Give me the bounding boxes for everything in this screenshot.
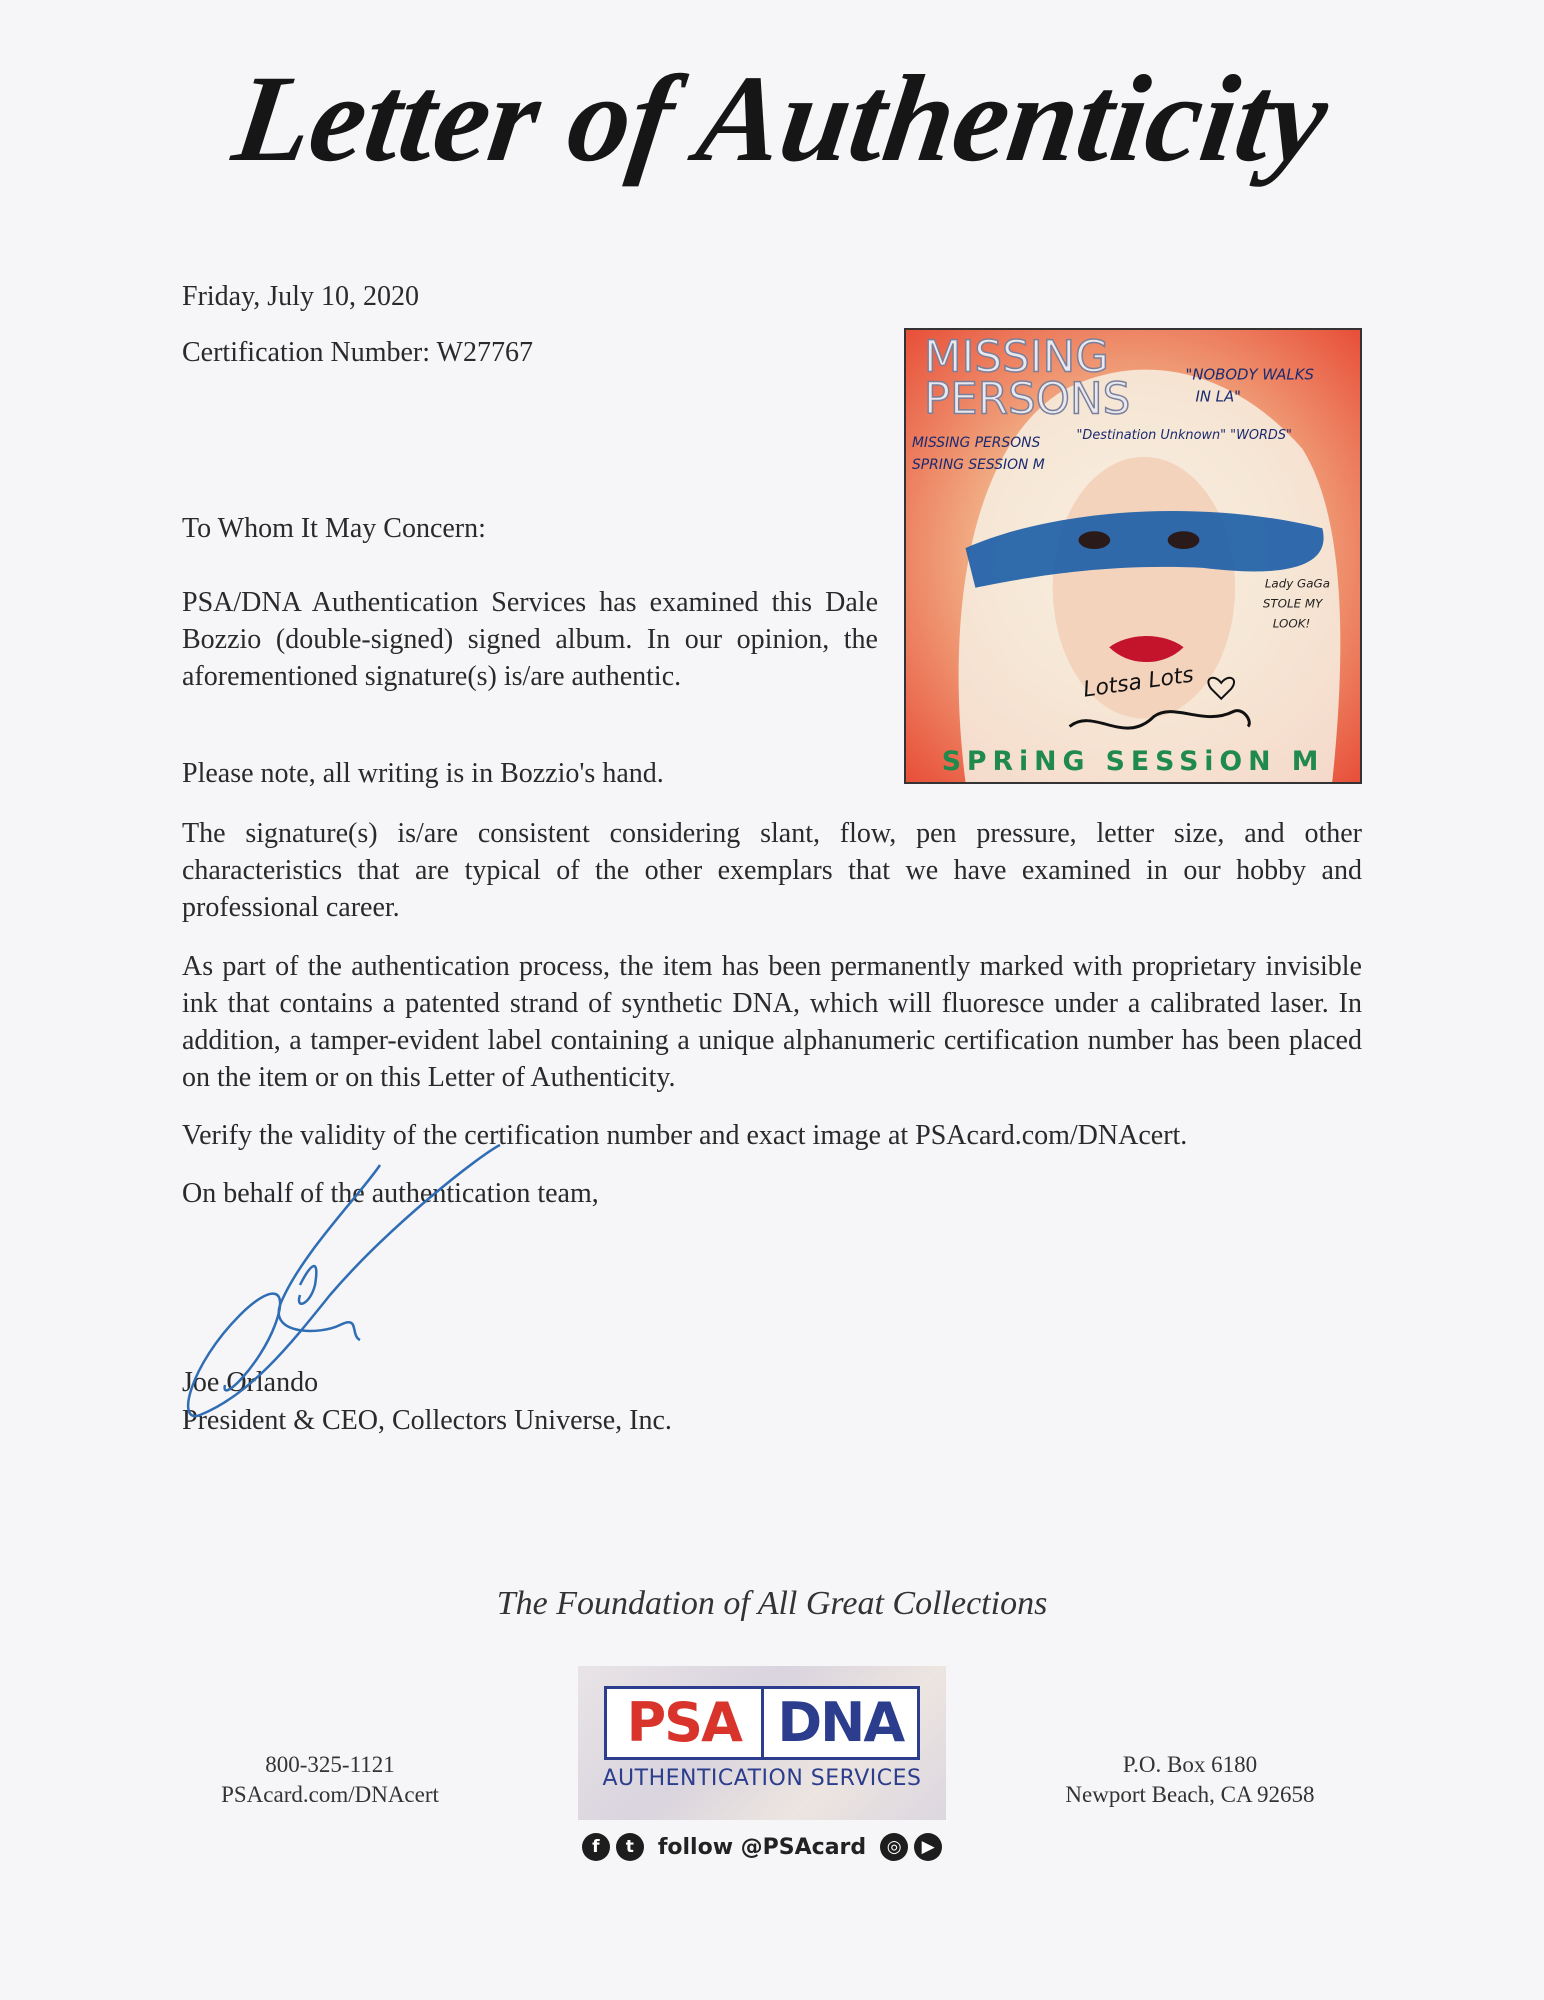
signer-name: Joe Orlando — [182, 1367, 319, 1398]
note1-line2: IN LA" — [1195, 387, 1241, 406]
logo-subtitle: AUTHENTICATION SERVICES — [602, 1766, 922, 1791]
note5: Lotsa Lots — [1081, 662, 1196, 703]
logo-dna: DNA — [761, 1689, 918, 1757]
paragraph-verify: Verify the validity of the certification number and exact image at PSAcard.com/DNAcert. — [182, 1120, 1188, 1151]
footer-phone: 800-325-1121 — [265, 1752, 395, 1777]
footer-city: Newport Beach, CA 92658 — [1065, 1782, 1315, 1807]
letter-date: Friday, July 10, 2020 — [182, 281, 419, 312]
certification-number: Certification Number: W27767 — [182, 337, 533, 368]
footer-po-box: P.O. Box 6180 — [1122, 1752, 1258, 1777]
twitter-icon[interactable]: t — [616, 1833, 644, 1861]
note1-line1: "NOBODY WALKS — [1185, 365, 1314, 384]
follow-handle[interactable]: follow @PSAcard — [657, 1834, 867, 1860]
tagline: The Foundation of All Great Collections — [496, 1585, 1048, 1622]
youtube-icon[interactable]: ▶ — [914, 1833, 942, 1861]
note3-line2: SPRING SESSION M — [911, 456, 1045, 473]
right-eye — [1168, 531, 1200, 549]
album-title: SPRiNG SESSiON M — [941, 746, 1325, 778]
logo-psa: PSA — [626, 1691, 741, 1754]
note4-line1: Lady GaGa — [1264, 576, 1331, 591]
letter-title — [0, 40, 1544, 230]
note4-line3: LOOK! — [1272, 616, 1311, 631]
note2: "Destination Unknown" "WORDS" — [1076, 428, 1292, 444]
facebook-icon[interactable]: f — [582, 1833, 610, 1861]
footer-address — [1040, 1750, 1340, 1810]
salutation: To Whom It May Concern: — [182, 513, 486, 544]
social-follow — [578, 1830, 946, 1864]
left-eye — [1078, 531, 1110, 549]
band-line2: PERSONS — [923, 374, 1131, 425]
note4-line2: STOLE MY — [1262, 596, 1323, 611]
footer-website: PSAcard.com/DNAcert — [221, 1782, 439, 1807]
psa-dna-logo — [578, 1666, 946, 1820]
album-photo — [904, 328, 1362, 784]
paragraph-process: As part of the authentication process, the item has been permanently marked with proprietary invisible ink that contains a patented strand of synthetic DNA, which will fluoresce under a calibrated laser. In addition, a tamper-evident label containing a unique alphanumeric certification number has been placed on the item or on this Letter of Authenticity. — [182, 951, 1362, 1093]
paragraph-consistency: The signature(s) is/are consistent considering slant, flow, pen pressure, letter size, and other characteristics that are typical of the other exemplars that we have examined in our hobby and professional career. — [182, 818, 1362, 923]
signer-title: President & CEO, Collectors Universe, Inc. — [182, 1405, 672, 1436]
band-line1: MISSING — [923, 332, 1109, 383]
paragraph-note: Please note, all writing is in Bozzio's hand. — [182, 758, 664, 789]
closing-line: On behalf of the authentication team, — [182, 1178, 599, 1209]
letter-title-text: Letter of Authenticity — [226, 49, 1336, 187]
note3-line1: MISSING PERSONS — [911, 434, 1041, 451]
instagram-icon[interactable]: ◎ — [880, 1833, 908, 1861]
footer-contact — [190, 1750, 470, 1810]
paragraph-examined: PSA/DNA Authentication Services has examined this Dale Bozzio (double-signed) signed album. In our opinion, the aforementioned signature(s) is/are authentic. — [182, 587, 878, 692]
